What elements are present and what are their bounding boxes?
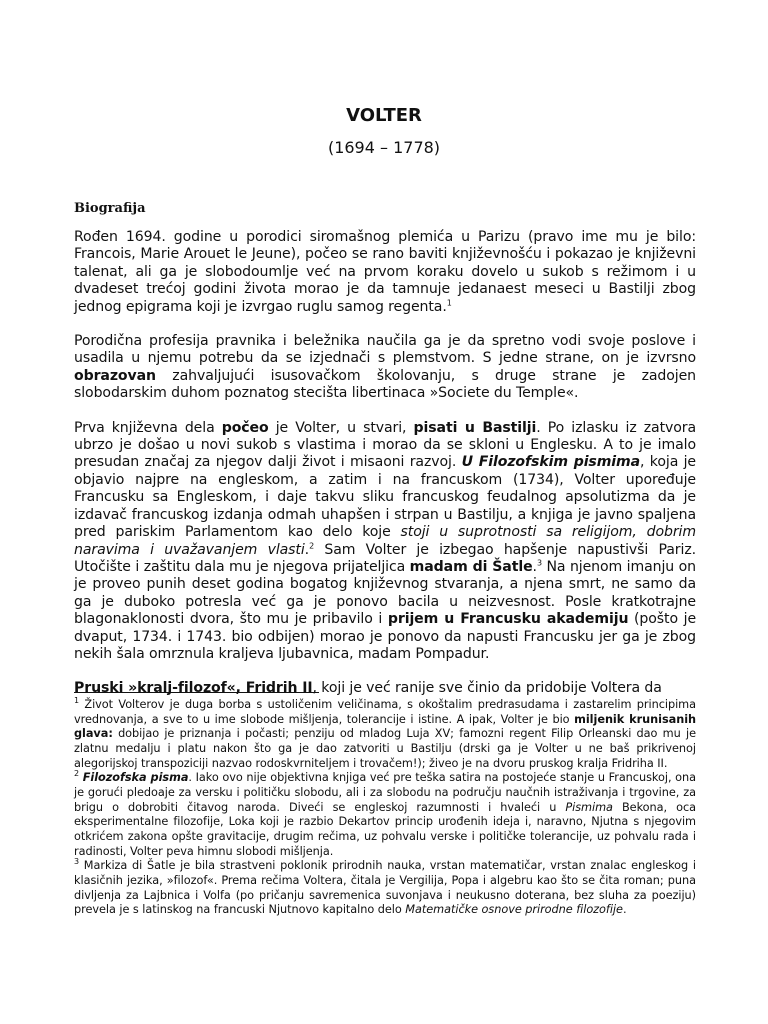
footnote-ref: 1 [446, 297, 452, 307]
text-run: Život Volterov je duga borba s ustoličenim veličinama, s okoštalim predrasudama i zastarelim principima vrednovanja, a sve to u ime slobode mišljenja, tolerancije i istine. A ipak, Volter je bio [74, 698, 696, 726]
text-run: , koji je već ranije sve činio da pridobije Voltera da [312, 680, 662, 697]
paragraph-2 [74, 333, 696, 403]
text-run: , koja je objavio najpre na engleskom, a zatim i na francuskom (1734), Volter upoređuje Francusku sa Engleskom, i daje takvu sliku francuskog feudalnog apsolutizma da je izdavač francuskog izdanja odmah uhapšen i strpan u Bastilju, a knjiga je javno spaljena pred pariskim Parlamentom kao delo koje [74, 454, 696, 541]
bold-italic-text [83, 771, 189, 784]
text-run: . Iako ovo nije objektivna knjiga već pre teška satira na postojeće stanje u Francuskoj, ona je gorući pledoaje za versku i političku slobodu, ali i za slobodu na području naučnih istraživanja i trgovine, za brigu o dobrobiti čitavog naroda. Diveći se engleskoj razumnosti i hvaleći u [74, 771, 696, 814]
footnote-separator [74, 692, 319, 693]
bold-text: pisati u Bastilji [413, 419, 537, 436]
text-run: . [622, 903, 627, 917]
text-run: Na njenom imanju on je proveo punih deset godina bogatog književnog stvaranja, a njena smrt, ne samo da ga je duboko potresla već ga je ponovo bacila u neizvesnost. Posle kratkotrajne blagonaklonosti dvora, što mu je pribavilo i [74, 558, 696, 628]
footnote-3 [74, 859, 696, 918]
footnote-1 [74, 698, 696, 771]
text-run: Prva književna dela [74, 419, 222, 436]
footnote-number: 2 [74, 769, 80, 779]
body-text [74, 229, 696, 715]
text-run: Bekona, oca eksperimentalne filozofije, Loka koji je razbio Dekartov princip urođenih ideja i, naravno, Njutna s njegovim otkrićem zakona opšte gravitacije, drugim rečima, uz pohvalu verske i političke tolerancije, uz pohvalu rada i radinosti, Volter peva himnu slobodi mišljenja. [74, 800, 696, 858]
text-run: . [304, 541, 310, 558]
section-heading: Biografija [74, 201, 146, 216]
text-run: dobijao je priznanja i počasti; penziju od mladog Luja XV; famozni regent Filip Orleanski dao mu je zlatnu medalju i platu nakon što ga je dao zatvoriti u Bastilju (drski ga je Volter u ne baš prikrivenoj alegorijskoj transpoziciji nazvao rodoskvrniteljem i trovačem!); živeo je na dvoru pruskog kralja Fridriha II. [74, 727, 696, 770]
text-run: zahvaljujući isusovačkom školovanju, s druge strane je zadojen slobodarskim duhom poznatog stecišta libertinaca »Societe du Temple«. [74, 367, 696, 402]
text-run: Markiza di Šatle je bila strastveni poklonik prirodnih nauka, vrstan matematičar, vrstan znalac engleskog i klasičnih jezika, »filozof«. Prema rečima Voltera, čitala je Vergilija, Popa i algebru kao što se čita roman; puna divljenja za Lajbnica i Volfa (po pričanju savremenica suvonjava i neukusno doterana, bez sluha za poeziju) prevela je s latinskog na francuski Njutnovo kapitalno delo [74, 859, 696, 917]
text-run: . Po izlasku iz zatvora ubrzo je došao u novi sukob s vlastima i morao da se skloni u Englesku. A to je imalo presudan značaj za njegov dalji život i misaoni razvoj. [74, 419, 697, 471]
bold-text: obrazovan [74, 367, 156, 384]
bold-text: počeo [221, 419, 269, 436]
bold-text: Pruski »kralj-filozof«, Fridrih II [74, 680, 313, 697]
work-title: U Filozofskim pismima [461, 454, 641, 471]
footnote-ref: 2 [309, 540, 315, 550]
bold-text: miljenik krunisanih glava: [74, 712, 697, 741]
work-title: Filozofska pisma [82, 771, 189, 785]
text-run: Porodična profesija pravnika i beležnika naučila ga je da spretno vodi svoje poslove i usadila u njemu potrebu da se izjednači s plemstvom. S jedne strane, on je izvrsno [74, 333, 696, 367]
footnote-2 [74, 771, 696, 859]
bold-text: madam di Šatle [409, 558, 533, 575]
paragraph-1 [74, 229, 696, 316]
footnote-number: 1 [74, 696, 80, 706]
footnote-ref: 3 [536, 558, 542, 568]
footnotes [74, 698, 696, 918]
italic-quote: stoji u suprotnosti sa religijom, dobrim naravima i uvažavanjem vlasti [74, 524, 696, 558]
bold-italic-text [462, 454, 640, 470]
paragraph-3 [74, 420, 696, 664]
text-run: (pošto je dvaput, 1734. i 1743. bio odbijen) morao je ponovo da napusti Francusku jer ga je zbog nekih šala omrznula kraljeva ljubavnica, madam Pompadur. [74, 611, 697, 662]
text-run: je Volter, u stvari, [268, 419, 414, 436]
document-title: VOLTER [346, 105, 422, 126]
document-years: (1694 – 1778) [327, 138, 441, 157]
italic-text: Matematičke osnove prirodne filozofije [405, 903, 623, 917]
footnote-number: 3 [74, 857, 80, 867]
italic-text: Pismima [565, 800, 613, 814]
bold-text: prijem u Francusku akademiju [387, 611, 629, 628]
text-run: Rođen 1694. godine u porodici siromašnog plemića u Parizu (pravo ime mu je bilo: Francois, Marie Arouet le Jeune), počeo se rano baviti književnošću i pokazao je književni talenat, ali ga je slobodoumlje već na prvom koraku dovelo u sukob s režimom i u dvadeset trećoj godini života morao je da tamnuje jedanaest meseci u Bastilji zbog jednog epigrama koji je izvrgao ruglu samog regenta. [74, 229, 696, 315]
paragraph-4 [74, 680, 696, 697]
text-run: Sam Volter je izbegao hapšenje napustivši Pariz. Utočište i zaštitu dala mu je njegova prijateljica [74, 541, 696, 575]
text-run: . [532, 558, 537, 575]
